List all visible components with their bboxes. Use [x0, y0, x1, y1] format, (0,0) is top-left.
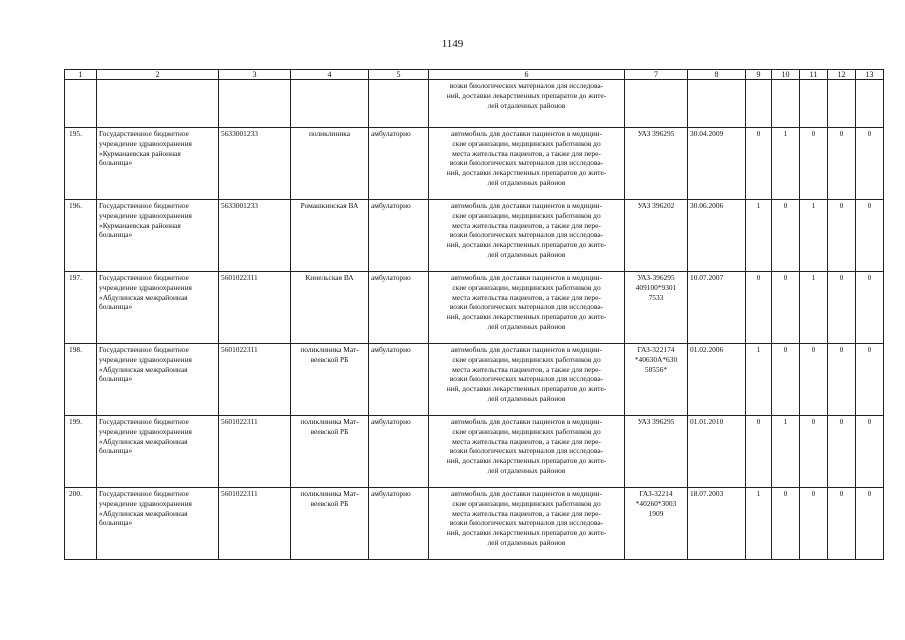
cell-mode: амбулаторно — [369, 416, 429, 488]
cell-date: 30.06.2006 — [688, 200, 746, 272]
cell-vehicle: УАЗ 396202 — [625, 200, 688, 272]
column-header-4: 4 — [291, 70, 369, 80]
cell-9: 1 — [746, 200, 772, 272]
cell-code: 5601022311 — [219, 344, 291, 416]
cell-num: 198. — [65, 344, 97, 416]
page-number: 1149 — [441, 38, 464, 50]
registry-table — [64, 69, 884, 560]
cell-unit — [291, 80, 369, 128]
cell-mode — [369, 80, 429, 128]
cell-9: 1 — [746, 488, 772, 560]
cell-mode: амбулаторно — [369, 128, 429, 200]
cell-mode: амбулаторно — [369, 200, 429, 272]
cell-institution: Государственное бюджетное учреждение здравоохранения «Курманаевская районная больница» — [97, 128, 219, 200]
cell-date — [688, 80, 746, 128]
column-header-10: 10 — [772, 70, 800, 80]
cell-11: 0 — [800, 416, 828, 488]
table-row — [65, 272, 884, 344]
cell-13: 0 — [856, 272, 884, 344]
cell-vehicle: ГАЗ-322174 *40630А*630 50556* — [625, 344, 688, 416]
column-number-row — [65, 70, 884, 80]
table-row — [65, 416, 884, 488]
cell-purpose: автомобиль для доставки пациентов в медицин- ские организации, медицинских работников до места жительства пациентов, а также для пере- возки биологических материалов для исследова- ний, доставки лекарственных препаратов до жите- лей отдаленных районов — [429, 200, 625, 272]
cell-purpose: автомобиль для доставки пациентов в медицин- ские организации, медицинских работников до места жительства пациентов, а также для пере- возки биологических материалов для исследова- ний, доставки лекарственных препаратов до жите- лей отдаленных районов — [429, 344, 625, 416]
cell-12: 0 — [828, 128, 856, 200]
cell-9: 0 — [746, 272, 772, 344]
cell-unit: Ромашкинская ВА — [291, 200, 369, 272]
cell-10: 0 — [772, 344, 800, 416]
cell-num: 197. — [65, 272, 97, 344]
cell-13: 0 — [856, 416, 884, 488]
cell-institution: Государственное бюджетное учреждение здравоохранения «Абдулинская межрайонная больница» — [97, 272, 219, 344]
cell-purpose: возки биологических материалов для исследова- ний, доставки лекарственных препаратов до жите- лей отдаленных районов — [429, 80, 625, 128]
cell-num — [65, 80, 97, 128]
cell-institution: Государственное бюджетное учреждение здравоохранения «Абдулинская межрайонная больница» — [97, 416, 219, 488]
column-header-12: 12 — [828, 70, 856, 80]
cell-date: 30.04.2009 — [688, 128, 746, 200]
cell-11: 0 — [800, 128, 828, 200]
cell-10: 1 — [772, 416, 800, 488]
cell-vehicle: УАЗ-396295 409100*9301 7533 — [625, 272, 688, 344]
cell-purpose: автомобиль для доставки пациентов в медицин- ские организации, медицинских работников до места жительства пациентов, а также для пере- возки биологических материалов для исследова- ний, доставки лекарственных препаратов до жите- лей отдаленных районов — [429, 128, 625, 200]
cell-12: 0 — [828, 200, 856, 272]
cell-code: 5601022311 — [219, 416, 291, 488]
column-header-9: 9 — [746, 70, 772, 80]
cell-code: 5633001233 — [219, 200, 291, 272]
cell-purpose: автомобиль для доставки пациентов в медицин- ские организации, медицинских работников до места жительства пациентов, а также для пере- возки биологических материалов для исследова- ний, доставки лекарственных препаратов до жите- лей отдаленных районов — [429, 416, 625, 488]
cell-code — [219, 80, 291, 128]
cell-unit: поликлиника — [291, 128, 369, 200]
column-header-7: 7 — [625, 70, 688, 80]
cell-9: 0 — [746, 416, 772, 488]
column-header-1: 1 — [65, 70, 97, 80]
cell-mode: амбулаторно — [369, 488, 429, 560]
cell-institution — [97, 80, 219, 128]
cell-12: 0 — [828, 416, 856, 488]
cell-institution: Государственное бюджетное учреждение здравоохранения «Абдулинская межрайонная больница» — [97, 488, 219, 560]
cell-vehicle — [625, 80, 688, 128]
cell-11: 1 — [800, 272, 828, 344]
cell-vehicle: ГАЗ-32214 *40260*3003 1909 — [625, 488, 688, 560]
cell-unit: поликлиника Мат- веевской РБ — [291, 344, 369, 416]
cell-11: 0 — [800, 488, 828, 560]
cell-date: 01.02.2006 — [688, 344, 746, 416]
column-header-3: 3 — [219, 70, 291, 80]
cell-unit: Кинельская ВА — [291, 272, 369, 344]
cell-10: 0 — [772, 272, 800, 344]
cell-purpose: автомобиль для доставки пациентов в медицин- ские организации, медицинских работников до места жительства пациентов, а также для пере- возки биологических материалов для исследова- ний, доставки лекарственных препаратов до жите- лей отдаленных районов — [429, 272, 625, 344]
table-row — [65, 128, 884, 200]
cell-11: 1 — [800, 200, 828, 272]
cell-vehicle: УАЗ 396295 — [625, 416, 688, 488]
cell-num: 200. — [65, 488, 97, 560]
cell-12 — [828, 80, 856, 128]
cell-9: 0 — [746, 128, 772, 200]
cell-12: 0 — [828, 344, 856, 416]
cell-code: 5601022311 — [219, 488, 291, 560]
cell-13 — [856, 80, 884, 128]
cell-code: 5633001233 — [219, 128, 291, 200]
cell-10 — [772, 80, 800, 128]
cell-13: 0 — [856, 344, 884, 416]
cell-10: 0 — [772, 488, 800, 560]
cell-num: 195. — [65, 128, 97, 200]
cell-mode: амбулаторно — [369, 344, 429, 416]
cell-num: 199. — [65, 416, 97, 488]
cell-date: 10.07.2007 — [688, 272, 746, 344]
cell-unit: поликлиника Мат- веевской РБ — [291, 416, 369, 488]
column-header-6: 6 — [429, 70, 625, 80]
cell-9: 1 — [746, 344, 772, 416]
cell-12: 0 — [828, 488, 856, 560]
column-header-11: 11 — [800, 70, 828, 80]
table-row — [65, 200, 884, 272]
cell-date: 18.07.2003 — [688, 488, 746, 560]
cell-num: 196. — [65, 200, 97, 272]
cell-institution: Государственное бюджетное учреждение здравоохранения «Курманаевская районная больница» — [97, 200, 219, 272]
cell-10: 1 — [772, 128, 800, 200]
column-header-8: 8 — [688, 70, 746, 80]
cell-10: 0 — [772, 200, 800, 272]
cell-code: 5601022311 — [219, 272, 291, 344]
cell-13: 0 — [856, 488, 884, 560]
cell-unit: поликлиника Мат- веевской РБ — [291, 488, 369, 560]
cell-9 — [746, 80, 772, 128]
column-header-13: 13 — [856, 70, 884, 80]
cell-date: 01.01.2010 — [688, 416, 746, 488]
column-header-2: 2 — [97, 70, 219, 80]
cell-12: 0 — [828, 272, 856, 344]
cell-13: 0 — [856, 200, 884, 272]
cell-institution: Государственное бюджетное учреждение здравоохранения «Абдулинская межрайонная больница» — [97, 344, 219, 416]
table-row — [65, 488, 884, 560]
cell-purpose: автомобиль для доставки пациентов в медицин- ские организации, медицинских работников до места жительства пациентов, а также для пере- возки биологических материалов для исследова- ний, доставки лекарственных препаратов до жите- лей отдаленных районов — [429, 488, 625, 560]
cell-13: 0 — [856, 128, 884, 200]
cell-11 — [800, 80, 828, 128]
column-header-5: 5 — [369, 70, 429, 80]
table-row — [65, 344, 884, 416]
cell-vehicle: УАЗ 396295 — [625, 128, 688, 200]
cell-mode: амбулаторно — [369, 272, 429, 344]
continued-row — [65, 80, 884, 128]
cell-11: 0 — [800, 344, 828, 416]
